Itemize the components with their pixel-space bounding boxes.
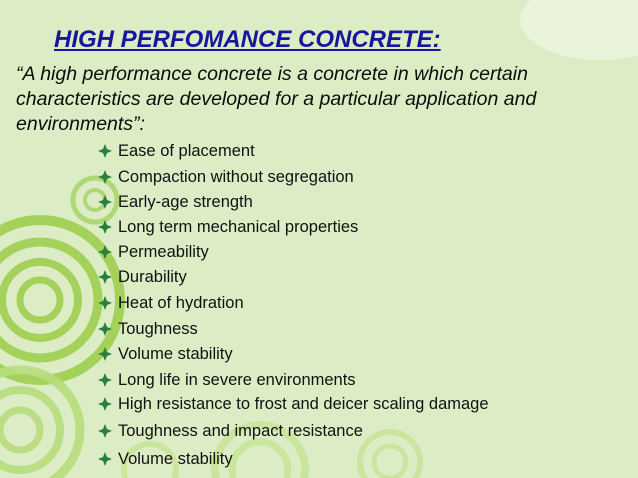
diamond-bullet-icon (98, 296, 112, 310)
bullet-label: Heat of hydration (118, 294, 244, 312)
diamond-bullet-icon (98, 245, 112, 259)
diamond-bullet-icon (98, 144, 112, 158)
bullet-label: Compaction without segregation (118, 168, 354, 186)
bullet-label: Long life in severe environments (118, 371, 356, 389)
bullet-label: Long term mechanical properties (118, 218, 359, 236)
intro-line: characteristics are developed for a particular application and (16, 88, 537, 110)
bullet-label: Toughness and impact resistance (118, 422, 363, 440)
diamond-bullet-icon (98, 347, 112, 361)
diamond-bullet-icon (98, 170, 112, 184)
bullet-label: Toughness (118, 320, 198, 338)
diamond-bullet-icon (98, 322, 112, 336)
bullet-label: Permeability (118, 243, 209, 261)
diamond-bullet-icon (98, 452, 112, 466)
bullet-label: Ease of placement (118, 142, 255, 160)
bullet-label: Early-age strength (118, 193, 253, 211)
intro-line: environments”: (16, 113, 145, 135)
intro-quote (16, 62, 616, 137)
diamond-bullet-icon (98, 220, 112, 234)
intro-line: “A high performance concrete is a concrete in which certain (16, 63, 528, 85)
diamond-bullet-icon (98, 397, 112, 411)
bullet-label: Durability (118, 268, 187, 286)
bullet-label: Volume stability (118, 450, 233, 468)
diamond-bullet-icon (98, 195, 112, 209)
diamond-bullet-icon (98, 373, 112, 387)
slide-title: HIGH PERFOMANCE CONCRETE: (54, 26, 441, 53)
diamond-bullet-icon (98, 270, 112, 284)
bullet-label: Volume stability (118, 345, 233, 363)
diamond-bullet-icon (98, 424, 112, 438)
bullet-label: High resistance to frost and deicer scaling damage (118, 395, 489, 413)
